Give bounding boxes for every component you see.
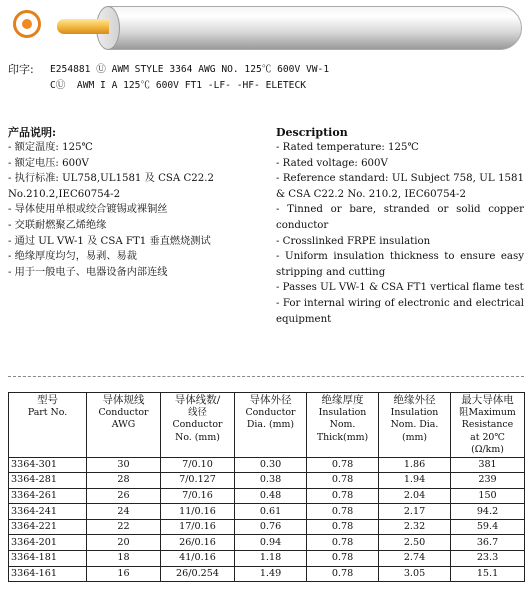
table-cell: 3364-221 <box>9 519 87 535</box>
table-header-line: Part No. <box>27 406 68 418</box>
print-line-1: E254881 Ⓤ AWM STYLE 3364 AWG NO. 125℃ 600V VW-1 <box>50 64 330 75</box>
table-header-cell <box>379 393 451 458</box>
description-en-item: - Passes UL VW-1 & CSA FT1 vertical flame test <box>276 282 524 294</box>
table-header-line: Insulation <box>318 406 367 418</box>
table-cell: 2.74 <box>379 551 451 567</box>
table-header-line: Resistance <box>461 419 514 430</box>
table-cell: 11/0.16 <box>161 504 235 520</box>
table-cell: 1.18 <box>235 551 307 567</box>
table-header-cell <box>87 393 161 458</box>
table-cell: 24 <box>87 504 161 520</box>
table-cell: 0.48 <box>235 488 307 504</box>
table-cell: 3364-281 <box>9 473 87 489</box>
description-zh-item: - 绝缘厚度均匀，易剥、易裁 <box>8 251 137 263</box>
table-cell: 7/0.16 <box>161 488 235 504</box>
table-cell: 3364-201 <box>9 535 87 551</box>
table-cell: 239 <box>451 473 525 489</box>
description-zh-item: - 通过 UL VW-1 及 CSA FT1 垂直燃烧测试 <box>8 235 211 247</box>
wire-conductor <box>57 19 109 34</box>
table-header-line: Nom. <box>329 419 356 430</box>
table-cell: 28 <box>87 473 161 489</box>
table-header-cell <box>307 393 379 458</box>
table-cell: 0.78 <box>307 535 379 551</box>
table-cell: 26/0.254 <box>161 566 235 582</box>
table-row <box>9 504 525 520</box>
table-cell: 0.78 <box>307 504 379 520</box>
table-header-cell <box>161 393 235 458</box>
table-header-line: Conductor <box>172 419 223 430</box>
table-cell: 23.3 <box>451 551 525 567</box>
description-en-item: - For internal wiring of electronic and electrical equipment <box>276 297 524 325</box>
table-row <box>9 551 525 567</box>
table-cell: 0.78 <box>307 519 379 535</box>
table-cell: 1.86 <box>379 457 451 473</box>
table-cell: 17/0.16 <box>161 519 235 535</box>
table-header-cell <box>451 393 525 458</box>
table-cell: 0.78 <box>307 488 379 504</box>
table-cell: 0.78 <box>307 457 379 473</box>
table-header-cell <box>235 393 307 458</box>
print-label: 印字: <box>8 63 34 76</box>
description-en-item: - Crosslinked FRPE insulation <box>276 235 431 247</box>
description-zh-item: - 导体使用单根或绞合镀锡或裸铜丝 <box>8 204 168 216</box>
table-header-line: (mm) <box>401 431 428 443</box>
table-cell: 1.49 <box>235 566 307 582</box>
table-cell: 0.76 <box>235 519 307 535</box>
print-line-2: CⓊ AWM I A 125℃ 600V FT1 -LF- -HF- ELETECK <box>50 80 307 91</box>
table-cell: 0.78 <box>307 551 379 567</box>
table-cell: 20 <box>87 535 161 551</box>
table-cell: 3364-241 <box>9 504 87 520</box>
description-en-list <box>276 140 524 327</box>
table-cell: 36.7 <box>451 535 525 551</box>
description-en-item: - Uniform insulation thickness to ensure easy stripping and cutting <box>276 251 524 278</box>
description-zh-title: 产品说明: <box>8 126 57 139</box>
table-cell: 15.1 <box>451 566 525 582</box>
description-zh-item: - 执行标准: UL758,UL1581 及 CSA C22.2 No.210.2,IEC60754-2 <box>8 173 214 200</box>
table-header-line: AWG <box>111 419 136 430</box>
table-cell: 0.61 <box>235 504 307 520</box>
description-en-item: - Rated voltage: 600V <box>276 157 388 169</box>
table-row <box>9 457 525 473</box>
table-cell: 3364-261 <box>9 488 87 504</box>
table-cell: 18 <box>87 551 161 567</box>
description-en-item: - Rated temperature: 125℃ <box>276 142 419 153</box>
section-divider <box>8 376 524 377</box>
table-row <box>9 566 525 582</box>
description-zh-item: - 额定温度: 125℃ <box>8 142 93 153</box>
table-header-zh: 绝缘厚度 <box>321 394 364 406</box>
table-header-zh: 导体外径 <box>249 394 292 406</box>
description-zh <box>8 126 270 280</box>
table-header-cell <box>9 393 87 458</box>
table-cell: 3364-181 <box>9 551 87 567</box>
table-header-row <box>9 393 525 458</box>
table-cell: 381 <box>451 457 525 473</box>
table-cell: 0.94 <box>235 535 307 551</box>
table-cell: 0.78 <box>307 473 379 489</box>
table-cell: 2.04 <box>379 488 451 504</box>
table-header-zh: 型号 <box>37 394 58 406</box>
table-cell: 3364-161 <box>9 566 87 582</box>
table-cell: 16 <box>87 566 161 582</box>
table-row <box>9 473 525 489</box>
table-header-line: Thick(mm) <box>316 431 369 443</box>
table-body <box>9 457 525 582</box>
description-en-item: - Tinned or bare, stranded or solid copper conductor <box>276 204 524 231</box>
wire-cross-section-core <box>22 19 32 29</box>
table-cell: 150 <box>451 488 525 504</box>
description-zh-list <box>8 140 270 280</box>
table-row <box>9 535 525 551</box>
table-header-zh: 最大导体电 <box>461 394 514 406</box>
wire-illustration <box>0 0 532 52</box>
table-header-zh: 绝缘外径 <box>393 394 436 406</box>
description-en <box>276 126 524 327</box>
table-cell: 1.94 <box>379 473 451 489</box>
table-cell: 3364-301 <box>9 457 87 473</box>
table-header-line: 线径 <box>188 406 207 418</box>
table-header-zh: 导体规线 <box>102 394 145 406</box>
table-cell: 22 <box>87 519 161 535</box>
table-header-line: Nom. Dia. <box>390 419 439 430</box>
table-cell: 59.4 <box>451 519 525 535</box>
table-header-line: Dia. (mm) <box>246 419 295 430</box>
description-zh-item: - 额定电压: 600V <box>8 157 89 169</box>
description-en-title: Description <box>276 126 348 139</box>
wire-insulation <box>108 6 522 50</box>
table-cell: 2.32 <box>379 519 451 535</box>
table-header-line: Conductor <box>98 406 149 418</box>
table-cell: 26/0.16 <box>161 535 235 551</box>
table-cell: 30 <box>87 457 161 473</box>
table-cell: 41/0.16 <box>161 551 235 567</box>
table-header-line: Conductor <box>245 406 296 418</box>
table-cell: 2.17 <box>379 504 451 520</box>
table-cell: 7/0.10 <box>161 457 235 473</box>
spec-table <box>8 392 525 582</box>
table-header-line: 阻Maximum <box>459 406 516 418</box>
table-cell: 26 <box>87 488 161 504</box>
table-cell: 94.2 <box>451 504 525 520</box>
table-cell: 0.30 <box>235 457 307 473</box>
description-zh-item: - 交联耐燃聚乙烯绝缘 <box>8 219 107 231</box>
table-cell: 7/0.127 <box>161 473 235 489</box>
description-zh-item: - 用于一般电子、电器设备内部连线 <box>8 266 168 278</box>
table-header-zh: 导体线数/ <box>174 394 221 406</box>
table-row <box>9 488 525 504</box>
table-header-line: at 20℃ <box>470 431 505 443</box>
table-header-line: (Ω/km) <box>471 444 504 455</box>
table-cell: 2.50 <box>379 535 451 551</box>
table-header-line: No. (mm) <box>175 431 220 443</box>
table-cell: 0.38 <box>235 473 307 489</box>
table-cell: 0.78 <box>307 566 379 582</box>
description-en-item: - Reference standard: UL Subject 758, UL 1581 & CSA C22.2 No. 210.2, IEC60754-2 <box>276 173 524 200</box>
table-row <box>9 519 525 535</box>
table-cell: 3.05 <box>379 566 451 582</box>
table-header-line: Insulation <box>390 406 439 418</box>
